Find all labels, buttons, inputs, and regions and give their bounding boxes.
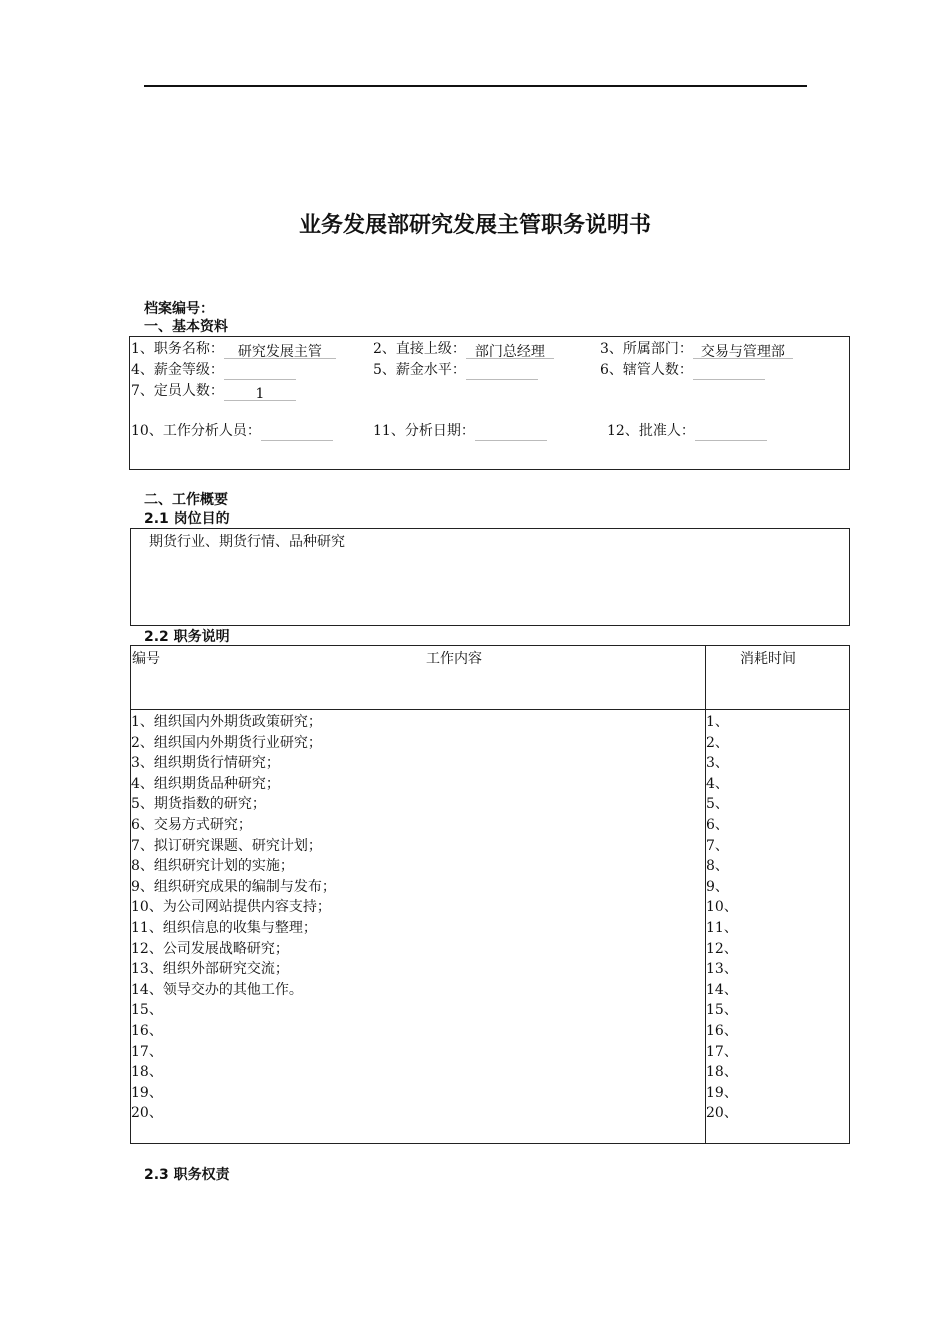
duty-row: 17、 (131, 1043, 163, 1060)
time-cell: 3、 (706, 755, 729, 772)
department-value: 交易与管理部 (693, 342, 793, 359)
duty-row: 5、期货指数的研究； (131, 796, 266, 813)
time-cell: 7、 (706, 837, 729, 854)
duty-row: 16、 (131, 1022, 163, 1039)
column-header-content: 工作内容 (426, 651, 482, 667)
duty-row: 18、 (131, 1064, 163, 1081)
time-cell: 16、 (706, 1022, 738, 1039)
duties-list (131, 712, 336, 1124)
times-list (706, 712, 738, 1124)
time-cell: 6、 (706, 816, 729, 833)
analyst-label: 10、工作分析人员： (131, 423, 261, 439)
time-cell: 2、 (706, 734, 729, 751)
time-cell: 9、 (706, 878, 729, 895)
time-cell: 1、 (706, 714, 729, 730)
subordinates-field (600, 360, 765, 380)
job-name-label: 1、职务名称： (131, 341, 224, 357)
authority-heading: 2.3 职务权责 (144, 1167, 230, 1183)
salary-level-field (373, 360, 538, 380)
duty-row: 1、组织国内外期货政策研究； (131, 714, 322, 730)
headcount-label: 7、定员人数： (131, 383, 224, 399)
approver-label: 12、批准人： (607, 423, 695, 439)
analysis-date-field (373, 421, 547, 441)
time-cell: 14、 (706, 981, 738, 998)
time-cell: 4、 (706, 775, 729, 792)
duty-row: 4、组织期货品种研究； (131, 775, 280, 792)
duties-heading: 2.2 职务说明 (144, 629, 230, 645)
time-cell: 5、 (706, 796, 729, 813)
department-field (600, 339, 793, 359)
duty-row: 10、为公司网站提供内容支持； (131, 899, 331, 916)
analyst-field (131, 421, 333, 441)
time-cell: 8、 (706, 858, 729, 875)
subordinates-blank (693, 363, 765, 380)
section-work-summary-heading: 二、工作概要 (144, 492, 228, 508)
header-rule (144, 85, 807, 87)
duty-row: 19、 (131, 1084, 163, 1101)
job-name-field (131, 339, 336, 359)
salary-level-blank (466, 363, 538, 380)
analyst-blank (261, 424, 333, 441)
column-header-time: 消耗时间 (740, 651, 796, 667)
duty-row: 8、组织研究计划的实施； (131, 858, 294, 875)
time-cell: 11、 (706, 919, 738, 936)
duty-row: 20、 (131, 1105, 163, 1122)
duty-row: 12、公司发展战略研究； (131, 940, 289, 957)
analysis-date-label: 11、分析日期： (373, 423, 475, 439)
time-cell: 18、 (706, 1064, 738, 1081)
time-cell: 10、 (706, 899, 738, 916)
document-title: 业务发展部研究发展主管职务说明书 (298, 213, 651, 238)
approver-blank (695, 424, 767, 441)
purpose-text: 期货行业、期货行情、品种研究 (149, 534, 345, 550)
duty-row: 3、组织期货行情研究； (131, 755, 280, 772)
section-basic-info-heading: 一、基本资料 (144, 319, 228, 335)
duty-row: 2、组织国内外期货行业研究； (131, 734, 322, 751)
duty-row: 14、领导交办的其他工作。 (131, 981, 303, 998)
supervisor-label: 2、直接上级： (373, 341, 466, 357)
approver-field (607, 421, 767, 441)
subordinates-label: 6、辖管人数： (600, 362, 693, 378)
duty-row: 6、交易方式研究； (131, 816, 252, 833)
time-cell: 13、 (706, 961, 738, 978)
salary-grade-blank (224, 363, 296, 380)
salary-grade-field (131, 360, 296, 380)
duty-row: 15、 (131, 1002, 163, 1019)
job-name-value: 研究发展主管 (224, 342, 336, 359)
time-cell: 20、 (706, 1105, 738, 1122)
time-cell: 15、 (706, 1002, 738, 1019)
duties-table-header-divider (130, 709, 850, 710)
time-cell: 12、 (706, 940, 738, 957)
headcount-value: 1 (224, 384, 296, 401)
duty-row: 9、组织研究成果的编制与发布； (131, 878, 336, 895)
duty-row: 7、拟订研究课题、研究计划； (131, 837, 322, 854)
column-header-number: 编号 (132, 651, 160, 667)
salary-grade-label: 4、薪金等级： (131, 362, 224, 378)
headcount-field (131, 381, 296, 401)
analysis-date-blank (475, 424, 547, 441)
purpose-heading: 2.1 岗位目的 (144, 511, 230, 527)
department-label: 3、所属部门： (600, 341, 693, 357)
duty-row: 11、组织信息的收集与整理； (131, 919, 317, 936)
salary-level-label: 5、薪金水平： (373, 362, 466, 378)
supervisor-field (373, 339, 554, 359)
archive-number-label: 档案编号： (144, 301, 214, 317)
time-cell: 19、 (706, 1084, 738, 1101)
duty-row: 13、组织外部研究交流； (131, 961, 289, 978)
time-cell: 17、 (706, 1043, 738, 1060)
supervisor-value: 部门总经理 (466, 342, 554, 359)
